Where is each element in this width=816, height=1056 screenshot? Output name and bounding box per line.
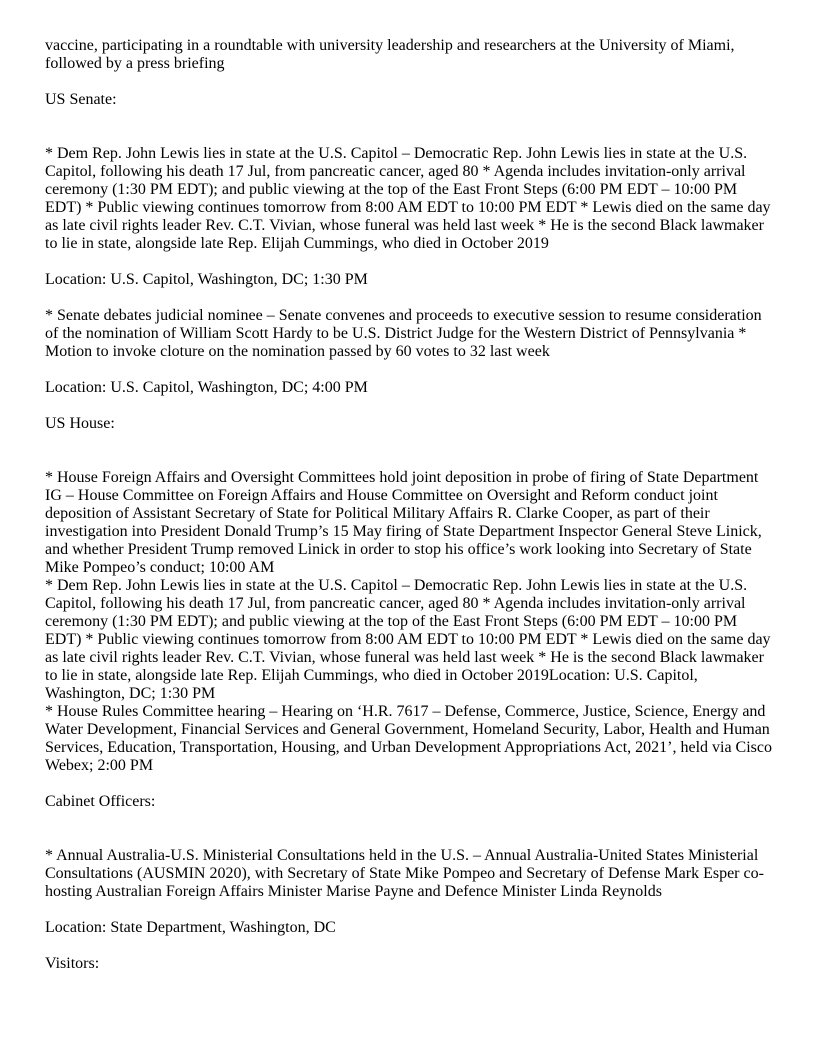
visitors-heading: Visitors:: [45, 955, 100, 972]
senate-item-lewis-location: Location: U.S. Capitol, Washington, DC; 1:30 PM: [45, 271, 368, 288]
senate-heading: US Senate:: [45, 91, 117, 108]
house-item-lewis: * Dem Rep. John Lewis lies in state at the U.S. Capitol – Democratic Rep. John Lewis lies in state at the U.S. Capitol, following his death 17 Jul, from pancreatic cancer, aged 80 * Agenda includes invitation-only arrival ceremony (1:30 PM EDT); and public viewing at the top of the East Front Steps (6:00 PM EDT – 10:00 PM EDT) * Public viewing continues tomorrow from 8:00 AM EDT to 10:00 PM EDT * Lewis died on the same day as late civil rights leader Rev. C.T. Vivian, whose funeral was held last week * He is the second Black lawmaker to lie in state, alongside late Rep. Elijah Cummings, who died in October 2019Location: U.S. Capitol, Washington, DC; 1:30 PM: [45, 577, 771, 702]
senate-item-judicial-location: Location: U.S. Capitol, Washington, DC; 4:00 PM: [45, 379, 368, 396]
intro-paragraph: vaccine, participating in a roundtable with university leadership and researchers at the University of Miami, followed by a press briefing: [45, 37, 735, 72]
senate-item-judicial: * Senate debates judicial nominee – Senate convenes and proceeds to executive session to resume consideration of the nomination of William Scott Hardy to be U.S. District Judge for the Western District of Pennsylvania * Motion to invoke cloture on the nomination passed by 60 votes to 32 last week: [45, 307, 762, 360]
house-heading: US House:: [45, 415, 115, 432]
senate-item-lewis: * Dem Rep. John Lewis lies in state at the U.S. Capitol – Democratic Rep. John Lewis lies in state at the U.S. Capitol, following his death 17 Jul, from pancreatic cancer, aged 80 * Agenda includes invitation-only arrival ceremony (1:30 PM EDT); and public viewing at the top of the East Front Steps (6:00 PM EDT – 10:00 PM EDT) * Public viewing continues tomorrow from 8:00 AM EDT to 10:00 PM EDT * Lewis died on the same day as late civil rights leader Rev. C.T. Vivian, whose funeral was held last week * He is the second Black lawmaker to lie in state, alongside late Rep. Elijah Cummings, who died in October 2019: [45, 145, 771, 252]
cabinet-item-ausmin: * Annual Australia-U.S. Ministerial Consultations held in the U.S. – Annual Australia-United States Ministerial Consultations (AUSMIN 2020), with Secretary of State Mike Pompeo and Secretary of Defense Mark Esper co-hosting Australian Foreign Affairs Minister Marise Payne and Defence Minister Linda Reynolds: [45, 847, 764, 900]
house-item-deposition: * House Foreign Affairs and Oversight Committees hold joint deposition in probe of firing of State Department IG – House Committee on Foreign Affairs and House Committee on Oversight and Reform conduct joint deposition of Assistant Secretary of State for Political Military Affairs R. Clarke Cooper, as part of their investigation into President Donald Trump’s 15 May firing of State Department Inspector General Steve Linick, and whether President Trump removed Linick in order to stop his office’s work looking into Secretary of State Mike Pompeo’s conduct; 10:00 AM: [45, 469, 762, 576]
cabinet-heading: Cabinet Officers:: [45, 793, 156, 810]
house-item-rules: * House Rules Committee hearing – Hearing on ‘H.R. 7617 – Defense, Commerce, Justice, Science, Energy and Water Development, Financial Services and General Government, Homeland Security, Labor, Health and Human Services, Education, Transportation, Housing, and Urban Development Appropriations Act, 2021’, held via Cisco Webex; 2:00 PM: [45, 703, 772, 774]
cabinet-item-ausmin-location: Location: State Department, Washington, DC: [45, 919, 336, 936]
document-page: [45, 37, 773, 973]
